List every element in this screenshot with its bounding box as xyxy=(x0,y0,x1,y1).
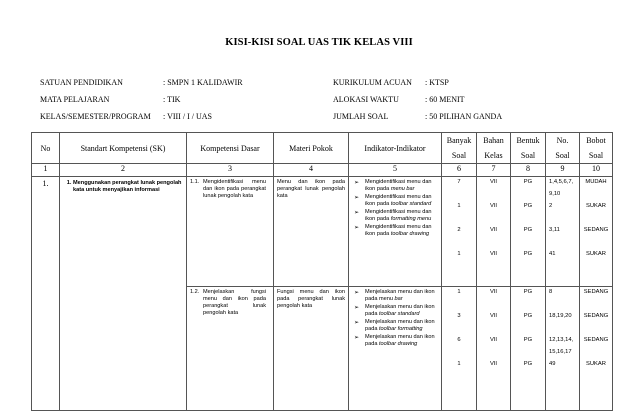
col-number: 8 xyxy=(511,164,546,177)
col-number: 7 xyxy=(477,164,511,177)
indikator-text: Mengidentifikasi menu dan ikon pada xyxy=(365,194,432,207)
indikator-list xyxy=(349,177,442,287)
materi-pokok: Fungsi menu dan ikon pada perangkat lunak pengolah kata xyxy=(274,287,349,411)
banyak-value: 1 xyxy=(457,289,461,295)
banyak-value: 1 xyxy=(457,251,461,257)
bobot-soal xyxy=(580,177,613,287)
banyak-soal xyxy=(442,287,477,411)
header-bentuk-line1: Bentuk xyxy=(516,136,540,145)
indikator-term: toolbar formatting xyxy=(379,326,423,332)
bahan-kelas xyxy=(477,287,511,411)
header-sk: Standart Kompetensi (SK) xyxy=(60,133,187,164)
bobot-value: SUKAR xyxy=(586,203,606,209)
indikator-text: Menjelaskan menu dan ikon pada menu xyxy=(365,289,435,302)
kelas-value: : VIII / I / UAS xyxy=(163,112,212,121)
nomor-value: 8 xyxy=(549,289,553,295)
bentuk-value: PG xyxy=(523,203,533,209)
indikator-text: Menjelaskan menu dan ikon pada xyxy=(365,334,435,347)
indikator-term: toolbar drawing xyxy=(390,231,430,237)
indikator-text: Mengidentifikasi menu dan ikon pada xyxy=(365,209,432,222)
indikator-item xyxy=(352,209,438,223)
kelas-label: KELAS/SEMESTER/PROGRAM xyxy=(40,112,151,121)
bobot-value: SEDANG xyxy=(583,227,609,233)
header-kd: Kompetensi Dasar xyxy=(187,133,274,164)
header-bahan xyxy=(477,133,511,164)
bahan-value: VII xyxy=(489,251,498,257)
bobot-soal xyxy=(580,287,613,411)
nomor-value: 49 xyxy=(549,361,556,367)
bentuk-value: PG xyxy=(523,227,533,233)
indikator-item xyxy=(352,194,438,208)
nomor-value: 1,4,5,6,7, xyxy=(549,179,574,185)
header-indikator: Indikator-Indikator xyxy=(349,133,442,164)
nomor-value: 9,10 xyxy=(549,191,561,197)
standar-kompetensi xyxy=(60,177,187,411)
satuan-value: : SMPN 1 KALIDAWIR xyxy=(163,78,243,87)
header-no: No xyxy=(32,133,60,164)
mapel-value: : TIK xyxy=(163,95,181,104)
banyak-value: 6 xyxy=(457,337,461,343)
col-number: 4 xyxy=(274,164,349,177)
banyak-value: 2 xyxy=(457,227,461,233)
alokasi-label: ALOKASI WAKTU xyxy=(333,95,399,104)
header-row xyxy=(32,133,613,164)
col-number: 2 xyxy=(60,164,187,177)
header-bentuk-line2: Soal xyxy=(520,151,536,160)
bentuk-value: PG xyxy=(523,251,533,257)
bobot-value: SEDANG xyxy=(583,313,609,319)
header-bahan-line2: Kelas xyxy=(484,151,503,160)
indikator-text: Mengidentifikasi menu dan ikon pada xyxy=(365,224,432,237)
bentuk-value: PG xyxy=(523,179,533,185)
header-bentuk xyxy=(511,133,546,164)
kompetensi-dasar xyxy=(187,287,274,411)
jumlah-label: JUMLAH SOAL xyxy=(333,112,389,121)
header-bahan-line1: Bahan xyxy=(483,136,504,145)
nomor-soal xyxy=(546,287,580,411)
header-bobot-line1: Bobot xyxy=(586,136,606,145)
kompetensi-dasar xyxy=(187,177,274,287)
bahan-value: VII xyxy=(489,361,498,367)
col-number: 6 xyxy=(442,164,477,177)
indikator-term: toolbar drawing xyxy=(379,341,418,347)
kurikulum-value: : KTSP xyxy=(425,78,449,87)
header-nomor-line2: Soal xyxy=(555,151,570,160)
indikator-term: menu bar xyxy=(390,186,415,192)
kurikulum-label: KURIKULUM ACUAN xyxy=(333,78,412,87)
banyak-value: 7 xyxy=(457,179,461,185)
indikator-item xyxy=(352,304,438,318)
bahan-value: VII xyxy=(489,313,498,319)
column-number-row xyxy=(32,164,613,177)
table-row xyxy=(32,177,613,287)
kisi-kisi-table xyxy=(31,132,613,411)
indikator-list xyxy=(349,287,442,411)
banyak-soal xyxy=(442,177,477,287)
indikator-item xyxy=(352,289,438,303)
bentuk-value: PG xyxy=(523,337,533,343)
jumlah-value: : 50 PILIHAN GANDA xyxy=(425,112,503,121)
indikator-term: formatting menu xyxy=(390,216,432,222)
nomor-value: 3,11 xyxy=(549,227,560,233)
header-nomor-line1: No. xyxy=(556,136,569,145)
banyak-value: 1 xyxy=(457,361,461,367)
bobot-value: SEDANG xyxy=(583,289,609,295)
indikator-item xyxy=(352,224,438,238)
nomor-value: 12,13,14, xyxy=(549,337,574,343)
indikator-term: toolbar standard xyxy=(379,311,420,317)
header-banyak xyxy=(442,133,477,164)
document-title: KISI-KISI SOAL UAS TIK KELAS VIII xyxy=(225,37,413,48)
indikator-term: toolbar standard xyxy=(390,201,432,207)
bahan-value: VII xyxy=(489,337,498,343)
materi-pokok: Menu dan ikon pada perangkat lunak pengolah kata xyxy=(274,177,349,287)
kd-text: Mengidentifikasi menu dan ikon pada perangkat lunak pengolah kata xyxy=(203,179,266,199)
banyak-value: 1 xyxy=(457,203,461,209)
bobot-value: MUDAH xyxy=(585,179,607,185)
bahan-kelas xyxy=(477,177,511,287)
nomor-value: 15,16,17 xyxy=(549,349,572,355)
bentuk-soal xyxy=(511,287,546,411)
kd-number: 1.2. xyxy=(190,289,200,295)
bobot-value: SUKAR xyxy=(586,251,606,257)
row-number: 1. xyxy=(32,177,60,411)
kd-number: 1.1. xyxy=(190,179,200,185)
header-bobot xyxy=(580,133,613,164)
indikator-text: Menjelaskan menu dan ikon pada xyxy=(365,304,435,317)
satuan-label: SATUAN PENDIDIKAN xyxy=(40,78,123,87)
indikator-text: Menjelaskan menu dan ikon pada xyxy=(365,319,435,332)
kd-text: Menjelaskan fungsi menu dan ikon pada perangkat lunak pengolah kata xyxy=(203,289,266,316)
bentuk-value: PG xyxy=(523,361,533,367)
nomor-soal xyxy=(546,177,580,287)
indikator-item xyxy=(352,319,438,333)
header-bobot-line2: Soal xyxy=(588,151,604,160)
col-number: 1 xyxy=(32,164,60,177)
bobot-value: SUKAR xyxy=(586,361,606,367)
bahan-value: VII xyxy=(489,179,498,185)
mapel-label: MATA PELAJARAN xyxy=(40,95,110,104)
indikator-text: Mengidentifikasi menu dan ikon pada xyxy=(365,179,432,192)
alokasi-value: : 60 MENIT xyxy=(425,95,465,104)
col-number: 5 xyxy=(349,164,442,177)
header-banyak-line1: Banyak xyxy=(446,136,472,145)
indikator-term: bar xyxy=(394,296,403,302)
bentuk-soal xyxy=(511,177,546,287)
bahan-value: VII xyxy=(489,289,498,295)
bentuk-value: PG xyxy=(523,313,533,319)
indikator-item xyxy=(352,334,438,348)
indikator-item xyxy=(352,179,438,193)
col-number: 9 xyxy=(546,164,580,177)
bentuk-value: PG xyxy=(523,289,533,295)
header-banyak-line2: Soal xyxy=(451,151,467,160)
banyak-value: 3 xyxy=(457,313,461,319)
nomor-value: 2 xyxy=(549,203,553,209)
col-number: 10 xyxy=(580,164,613,177)
nomor-value: 41 xyxy=(549,251,556,257)
sk-item: 1. Menggunakan perangkat lunak pengolah kata untuk menyajikan informasi xyxy=(73,180,184,194)
header-materi: Materi Pokok xyxy=(274,133,349,164)
col-number: 3 xyxy=(187,164,274,177)
header-nomor xyxy=(546,133,580,164)
bahan-value: VII xyxy=(489,227,498,233)
nomor-value: 18,19,20 xyxy=(549,313,572,319)
bobot-value: SEDANG xyxy=(583,337,609,343)
bahan-value: VII xyxy=(489,203,498,209)
